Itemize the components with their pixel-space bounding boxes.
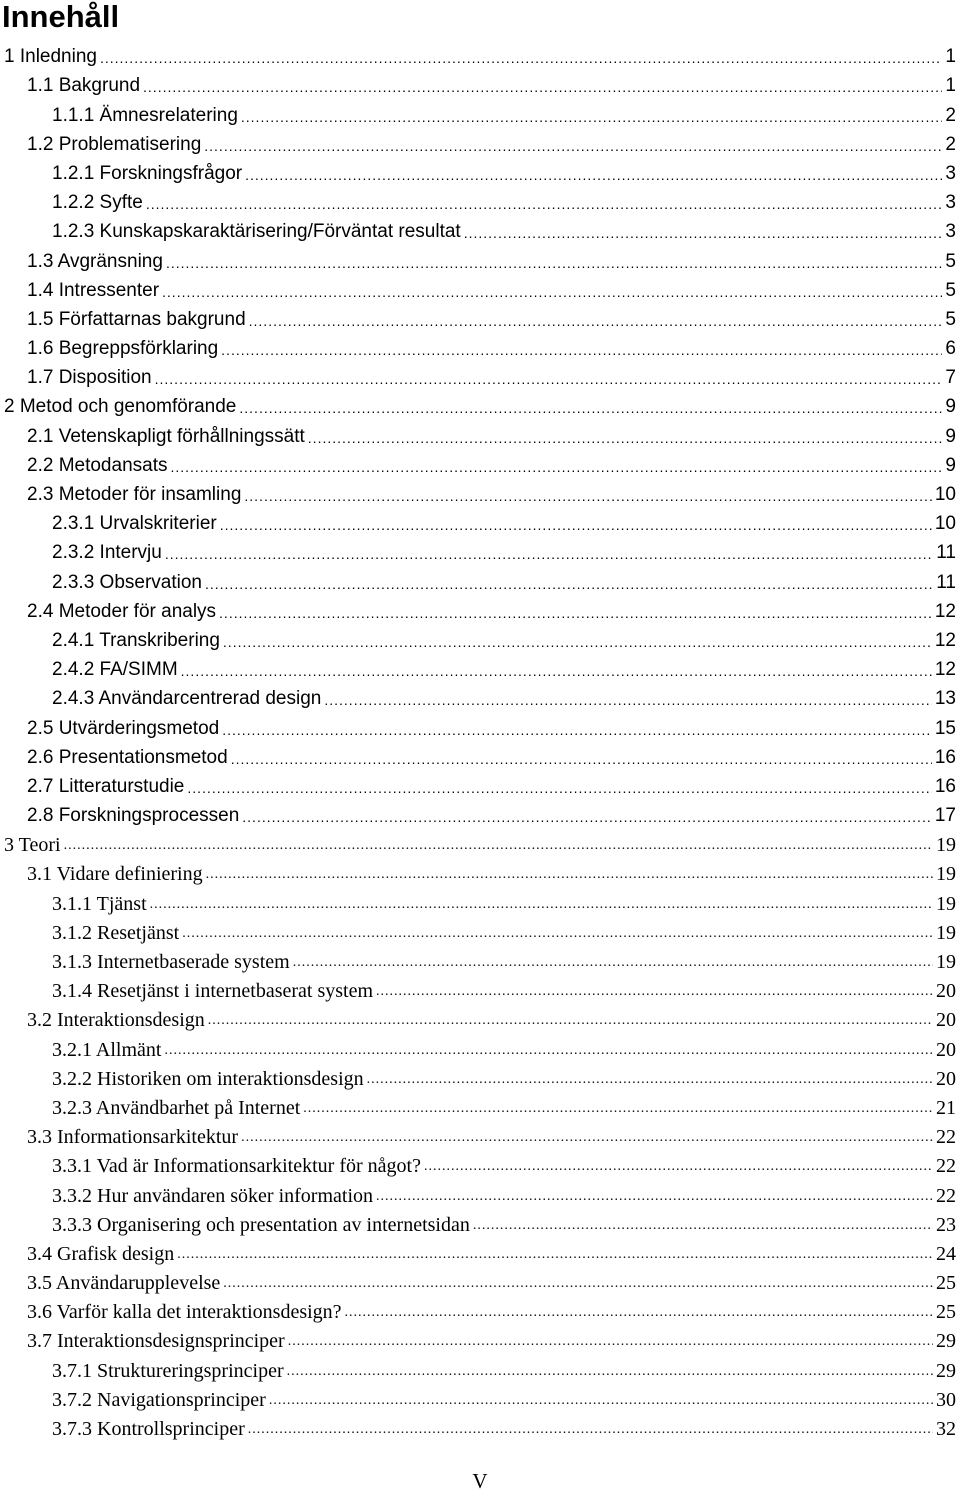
- toc-entry-label: 3.3.2 Hur användaren söker information: [52, 1184, 374, 1207]
- toc-entry-label: 1.6 Begreppsförklaring: [27, 338, 219, 360]
- toc-entry[interactable]: [0, 157, 960, 186]
- toc-entry-page: 22: [936, 1155, 956, 1178]
- toc-entry[interactable]: [0, 1091, 960, 1120]
- toc-entry[interactable]: [0, 916, 960, 945]
- toc-dot-leader: [223, 631, 932, 653]
- toc-entry-page: 17: [934, 805, 956, 827]
- toc-entry[interactable]: [0, 332, 960, 361]
- toc-entry[interactable]: [0, 1120, 960, 1149]
- toc-entry-page: 11: [936, 542, 956, 564]
- toc-entry[interactable]: [0, 128, 960, 157]
- toc-entry[interactable]: [0, 1149, 960, 1178]
- toc-dot-leader: [242, 806, 932, 828]
- toc-dot-leader: [345, 1302, 933, 1324]
- toc-entry[interactable]: [0, 1412, 960, 1441]
- toc-entry-label: 2.7 Litteraturstudie: [27, 775, 185, 797]
- toc-dot-leader: [464, 222, 943, 244]
- toc-dot-leader: [249, 310, 943, 332]
- toc-entry-label: 2.5 Utvärderingsmetod: [27, 717, 220, 739]
- toc-entry-page: 12: [934, 600, 956, 622]
- toc-entry-page: 5: [945, 250, 956, 272]
- toc-entry-label: 1.2 Problematisering: [27, 133, 202, 155]
- toc-dot-leader: [146, 193, 943, 215]
- toc-dot-leader: [181, 660, 932, 682]
- toc-entry-label: 3.2.1 Allmänt: [52, 1038, 162, 1061]
- toc-entry-label: 3.3 Informationsarkitektur: [27, 1126, 239, 1149]
- toc-entry[interactable]: [0, 98, 960, 127]
- toc-dot-leader: [239, 397, 942, 419]
- toc-entry[interactable]: [0, 974, 960, 1003]
- toc-entry-label: 1.1 Bakgrund: [27, 75, 141, 97]
- toc-dot-leader: [206, 864, 933, 886]
- toc-entry-page: 3: [945, 192, 956, 214]
- toc-entry[interactable]: [0, 1295, 960, 1324]
- toc-entry-label: 2.4.3 Användarcentrerad design: [52, 688, 322, 710]
- toc-entry[interactable]: [0, 1324, 960, 1353]
- toc-dot-leader: [424, 1156, 933, 1178]
- toc-entry-page: 11: [936, 571, 956, 593]
- toc-dot-leader: [288, 1331, 933, 1353]
- toc-entry-page: 13: [934, 688, 956, 710]
- toc-entry-label: 2.8 Forskningsprocessen: [27, 805, 240, 827]
- toc-dot-leader: [376, 1186, 933, 1208]
- toc-entry-label: 1.2.2 Syfte: [52, 192, 143, 214]
- toc-entry-label: 3.2.3 Användbarhet på Internet: [52, 1096, 301, 1119]
- toc-entry[interactable]: [0, 1003, 960, 1032]
- toc-entry-page: 24: [936, 1242, 956, 1265]
- toc-entry-page: 21: [936, 1096, 956, 1119]
- toc-dot-leader: [222, 719, 932, 741]
- toc-dot-leader: [64, 835, 933, 857]
- toc-entry-page: 20: [936, 1009, 956, 1032]
- toc-entry[interactable]: [0, 303, 960, 332]
- toc-entry-label: 3.2 Interaktionsdesign: [27, 1009, 205, 1032]
- toc-entry-label: 3.1.4 Resetjänst i internetbaserat system: [52, 980, 374, 1003]
- toc-entry[interactable]: [0, 1266, 960, 1295]
- toc-entry-label: 2.3.3 Observation: [52, 571, 202, 593]
- toc-entry-page: 1: [945, 75, 956, 97]
- toc-entry-label: 3.1.2 Resetjänst: [52, 921, 180, 944]
- toc-entry-label: 3.2.2 Historiken om interaktionsdesign: [52, 1067, 364, 1090]
- toc-entry-label: 2.3.2 Intervju: [52, 542, 162, 564]
- toc-entry[interactable]: [0, 595, 960, 624]
- toc-entry[interactable]: [0, 244, 960, 273]
- toc-dot-leader: [241, 106, 943, 128]
- toc-entry[interactable]: [0, 186, 960, 215]
- toc-entry-label: 1.5 Författarnas bakgrund: [27, 308, 246, 330]
- toc-entry-page: 10: [934, 513, 956, 535]
- toc-entry-page: 19: [936, 863, 956, 886]
- toc-entry[interactable]: [0, 711, 960, 740]
- toc-entry-label: 3.7.3 Kontrollsprinciper: [52, 1418, 245, 1440]
- toc-entry-label: 3.4 Grafisk design: [27, 1242, 175, 1265]
- toc-entry-page: 5: [945, 279, 956, 301]
- toc-entry-label: 3.3.1 Vad är Informationsarkitektur för något?: [52, 1155, 421, 1178]
- toc-entry[interactable]: [0, 1383, 960, 1412]
- toc-dot-leader: [324, 689, 932, 711]
- toc-entry-page: 22: [936, 1184, 956, 1207]
- toc-entry-label: 3.6 Varför kalla det interaktionsdesign?: [27, 1301, 342, 1324]
- toc-entry-label: 3.1.3 Internetbaserade system: [52, 951, 290, 973]
- toc-dot-leader: [303, 1098, 933, 1120]
- toc-entry-label: 2.1 Vetenskapligt förhållningssätt: [27, 425, 305, 447]
- toc-dot-leader: [269, 1390, 933, 1412]
- toc-entry-page: 2: [945, 133, 956, 155]
- toc-entry-page: 19: [936, 892, 956, 915]
- toc-entry-page: 5: [945, 308, 956, 330]
- toc-dot-leader: [231, 748, 932, 770]
- toc-entry-page: 9: [945, 396, 956, 418]
- toc-entry-page: 9: [945, 454, 956, 476]
- toc-dot-leader: [143, 76, 942, 98]
- toc-entry-page: 32: [936, 1418, 956, 1440]
- toc-entry-label: 2.4.2 FA/SIMM: [52, 659, 178, 681]
- toc-entry-label: 2 Metod och genomförande: [4, 396, 237, 418]
- toc-entry-page: 25: [936, 1272, 956, 1295]
- toc-entry-label: 3.1 Vidare definiering: [27, 863, 203, 886]
- toc-entry-page: 12: [934, 629, 956, 651]
- toc-entry[interactable]: [0, 449, 960, 478]
- toc-entry[interactable]: [0, 274, 960, 303]
- toc-entry-page: 3: [945, 162, 956, 184]
- toc-entry-page: 3: [945, 221, 956, 243]
- toc-entry[interactable]: [0, 886, 960, 915]
- toc-entry-label: 1.4 Intressenter: [27, 279, 160, 301]
- toc-dot-leader: [245, 164, 942, 186]
- toc-entry[interactable]: [0, 945, 960, 974]
- toc-entry[interactable]: [0, 390, 960, 419]
- toc-entry-page: 19: [936, 921, 956, 944]
- toc-entry[interactable]: [0, 1032, 960, 1061]
- toc-entry-label: 3.1.1 Tjänst: [52, 892, 147, 915]
- table-of-contents: [0, 40, 960, 1441]
- toc-entry[interactable]: [0, 770, 960, 799]
- toc-entry-label: 1.1.1 Ämnesrelatering: [52, 104, 238, 126]
- toc-dot-leader: [170, 456, 942, 478]
- toc-entry[interactable]: [0, 565, 960, 594]
- toc-dot-leader: [244, 485, 931, 507]
- toc-entry-label: 2.6 Presentationsmetod: [27, 746, 228, 768]
- toc-dot-leader: [208, 1010, 933, 1032]
- toc-entry-label: 3.3.3 Organisering och presentation av internetsidan: [52, 1213, 470, 1236]
- toc-dot-leader: [241, 1127, 933, 1149]
- toc-entry-page: 10: [934, 484, 956, 505]
- page-number: V: [472, 1469, 488, 1493]
- toc-entry[interactable]: [0, 40, 960, 69]
- toc-dot-leader: [220, 514, 932, 536]
- toc-entry-page: 15: [934, 717, 956, 739]
- toc-entry-label: 3.7.1 Struktureringsprinciper: [52, 1359, 284, 1382]
- toc-entry-page: 2: [945, 104, 956, 126]
- toc-dot-leader: [376, 981, 933, 1003]
- toc-entry[interactable]: [0, 69, 960, 98]
- toc-entry-page: 25: [936, 1301, 956, 1324]
- toc-entry[interactable]: [0, 1237, 960, 1266]
- toc-dot-leader: [473, 1215, 933, 1237]
- toc-entry-label: 3.7.2 Navigationsprinciper: [52, 1388, 266, 1411]
- toc-dot-leader: [221, 339, 942, 361]
- toc-dot-leader: [100, 47, 942, 69]
- toc-entry-label: 2.4 Metoder för analys: [27, 600, 217, 622]
- toc-entry[interactable]: [0, 799, 960, 828]
- toc-entry[interactable]: [0, 1178, 960, 1207]
- toc-entry-label: 1.3 Avgränsning: [27, 250, 163, 272]
- toc-entry-page: 19: [936, 834, 956, 857]
- toc-entry[interactable]: [0, 682, 960, 711]
- toc-dot-leader: [223, 1273, 933, 1295]
- toc-entry[interactable]: [0, 1062, 960, 1091]
- toc-entry[interactable]: [0, 741, 960, 770]
- toc-entry[interactable]: [0, 419, 960, 448]
- toc-entry-page: 9: [945, 425, 956, 447]
- toc-entry-page: 1: [945, 46, 956, 68]
- toc-dot-leader: [287, 1361, 933, 1383]
- toc-entry-label: 3.5 Användarupplevelse: [27, 1272, 221, 1295]
- toc-dot-leader: [164, 1040, 933, 1062]
- toc-entry-label: 3 Teori: [4, 834, 61, 857]
- toc-entry-page: 29: [936, 1330, 956, 1353]
- page-title: Innehåll: [2, 0, 120, 34]
- toc-entry-page: 7: [945, 367, 956, 389]
- toc-dot-leader: [248, 1419, 933, 1441]
- toc-entry-label: 2.4.1 Transkribering: [52, 629, 220, 651]
- toc-dot-leader: [205, 573, 933, 595]
- toc-entry-page: 20: [936, 1067, 956, 1090]
- toc-dot-leader: [367, 1069, 933, 1091]
- toc-entry[interactable]: [0, 857, 960, 886]
- toc-entry-label: 2.3 Metoder för insamling: [27, 484, 242, 505]
- toc-dot-leader: [204, 135, 942, 157]
- toc-entry-label: 1.7 Disposition: [27, 367, 152, 389]
- toc-dot-leader: [150, 894, 933, 916]
- toc-entry-page: 20: [936, 980, 956, 1003]
- toc-dot-leader: [177, 1244, 933, 1266]
- toc-entry[interactable]: [0, 536, 960, 565]
- toc-dot-leader: [155, 368, 943, 390]
- toc-entry[interactable]: [0, 653, 960, 682]
- toc-entry[interactable]: [0, 478, 960, 507]
- toc-entry-page: 20: [936, 1038, 956, 1061]
- toc-entry-label: 2.3.1 Urvalskriterier: [52, 513, 217, 535]
- toc-entry-label: 3.7 Interaktionsdesignsprinciper: [27, 1330, 285, 1353]
- toc-entry-page: 12: [934, 659, 956, 681]
- toc-entry-page: 29: [936, 1359, 956, 1382]
- toc-dot-leader: [165, 543, 933, 565]
- toc-dot-leader: [308, 427, 943, 449]
- toc-entry[interactable]: [0, 624, 960, 653]
- toc-entry-page: 23: [936, 1213, 956, 1236]
- toc-entry-label: 1.2.3 Kunskapskaraktärisering/Förväntat resultat: [52, 221, 461, 243]
- toc-entry-label: 2.2 Metodansats: [27, 454, 168, 476]
- toc-entry-label: 1 Inledning: [4, 46, 97, 68]
- toc-dot-leader: [162, 281, 942, 303]
- toc-dot-leader: [293, 952, 933, 974]
- toc-dot-leader: [166, 252, 942, 274]
- toc-entry-page: 16: [934, 746, 956, 768]
- toc-entry[interactable]: [0, 1208, 960, 1237]
- toc-dot-leader: [219, 602, 932, 624]
- toc-entry-page: 16: [934, 775, 956, 797]
- toc-entry-page: 22: [936, 1126, 956, 1149]
- toc-entry-page: 30: [936, 1388, 956, 1411]
- toc-entry-page: 19: [936, 951, 956, 973]
- toc-entry-page: 6: [945, 338, 956, 360]
- toc-dot-leader: [187, 777, 931, 799]
- toc-entry[interactable]: [0, 507, 960, 536]
- toc-entry-label: 1.2.1 Forskningsfrågor: [52, 162, 243, 184]
- toc-entry[interactable]: [0, 215, 960, 244]
- toc-entry[interactable]: [0, 361, 960, 390]
- toc-entry[interactable]: [0, 828, 960, 857]
- toc-entry[interactable]: [0, 1353, 960, 1382]
- toc-dot-leader: [182, 923, 933, 945]
